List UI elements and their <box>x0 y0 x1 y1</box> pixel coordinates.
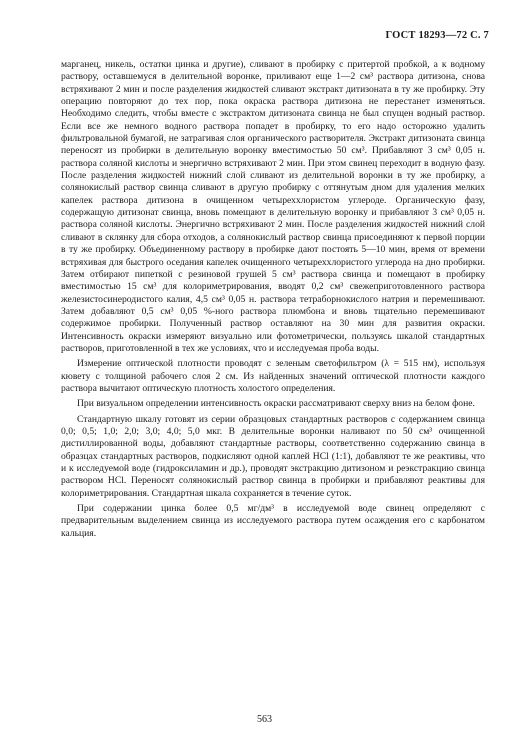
page-number: 563 <box>257 714 272 725</box>
paragraph-continuation: марганец, никель, остатки цинка и другие), сливают в пробирку с притертой пробкой, а к водному раствору, оставшемуся в делительной воронке, приливают еще 1—2 см³ раствора дитизона, снова встряхивают 2 мин и после разделения жидкостей сливают экстракт дитизоната в ту же пробирку. Эту операцию повторяют до тех пор, пока окраска раствора дитизона не перестанет изменяться. Необходимо следить, чтобы вместе с экстрактом дитизоната свинца не был спущен водный раствор. Если все же немного водного раствора попадет в пробирку, то его надо осторожно удалить фильтровальной бумагой, не затрагивая слоя органического растворителя. Экстракт дитизоната свинца переносят из пробирки в делительную воронку вместимостью 50 см³. Прибавляют 3 см³ 0,05 н. раствора соляной кислоты и энергично встряхивают 2 мин. При этом свинец переходит в водную фазу. После разделения жидкостей нижний слой сливают из делительной воронки в ту же пробирку, а солянокислый раствор свинца сливают в другую пробирку с оттянутым дном для удаления мелких капелек раствора дитизона в очищенном четыреххлористом углероде. Органическую фазу, содержащую дитизонат свинца, вновь помещают в делительную воронку и прибавляют 3 см³ 0,05 н. раствора соляной кислоты. Энергично встряхивают 2 мин. После разделения жидкостей нижний слой сливают в склянку для сбора отходов, а солянокислый раствор свинца присоединяют к первой порции в ту же пробирку. Объединенному раствору в пробирке дают постоять 5—10 мин, время от времени встряхивая для быстрого оседания капелек очищенного четыреххлористого углерода на дно пробирки. Затем отбирают пипеткой с резиновой грушей 5 см³ раствора свинца и помещают в пробирку вместимостью 15 см³ для колориметрирования, вводят 0,2 см³ свежеприготовленного раствора железистосинеродистого калия, 4,5 см³ 0,05 н. раствора тетраборнокислого натрия и перемешивают. Затем добавляют 0,5 см³ 0,05 %-ного раствора плюмбона и вновь тщательно перемешивают содержимое пробирки. Полученный раствор оставляют на 30 мин для развития окраски. Интенсивность окраски измеряют визуально или фотометрически, пользуясь шкалой стандартных растворов, приготовленной в тех же условиях, что и исследуемая проба воды. <box>61 59 485 354</box>
paragraph-visual-determination: При визуальном определении интенсивность окраски рассматривают сверху вниз на белом фоне. <box>77 398 475 410</box>
paragraph-optical-density: Измерение оптической плотности проводят с зеленым светофильтром (λ = 515 нм), используя кювету с толщиной рабочего слоя 2 см. Из найденных значений оптической плотности каждого раствора вычитают оптическую плотность холостого определения. <box>61 358 485 394</box>
paragraph-zinc-content: При содержании цинка более 0,5 мг/дм³ в исследуемой воде свинец определяют с предварительным выделением свинца из исследуемого раствора путем осаждения его с карбонатом кальция. <box>61 503 485 539</box>
paragraph-standard-scale: Стандартную шкалу готовят из серии образцовых стандартных растворов с содержанием свинца 0,0; 0,5; 1,0; 2,0; 3,0; 4,0; 5,0 мкг. В делительные воронки наливают по 50 см³ очищенной дистиллированной воды, добавляют стандартные растворы, соответственно содержанию свинца в образцах стандартных растворов, подкисляют одной каплей HCl (1:1), добавляют те же реактивы, что и к исследуемой воде (гидроксиламин и др.), проводят экстракцию дитизоном и реэкстракцию свинца раствором HCl. Переносят солянокислый раствор свинца в пробирки и прибавляют реактивы для колориметрирования. Стандартная шкала сохраняется в течение суток. <box>61 413 485 499</box>
body-text <box>61 59 485 540</box>
running-header: ГОСТ 18293—72 С. 7 <box>385 30 489 41</box>
